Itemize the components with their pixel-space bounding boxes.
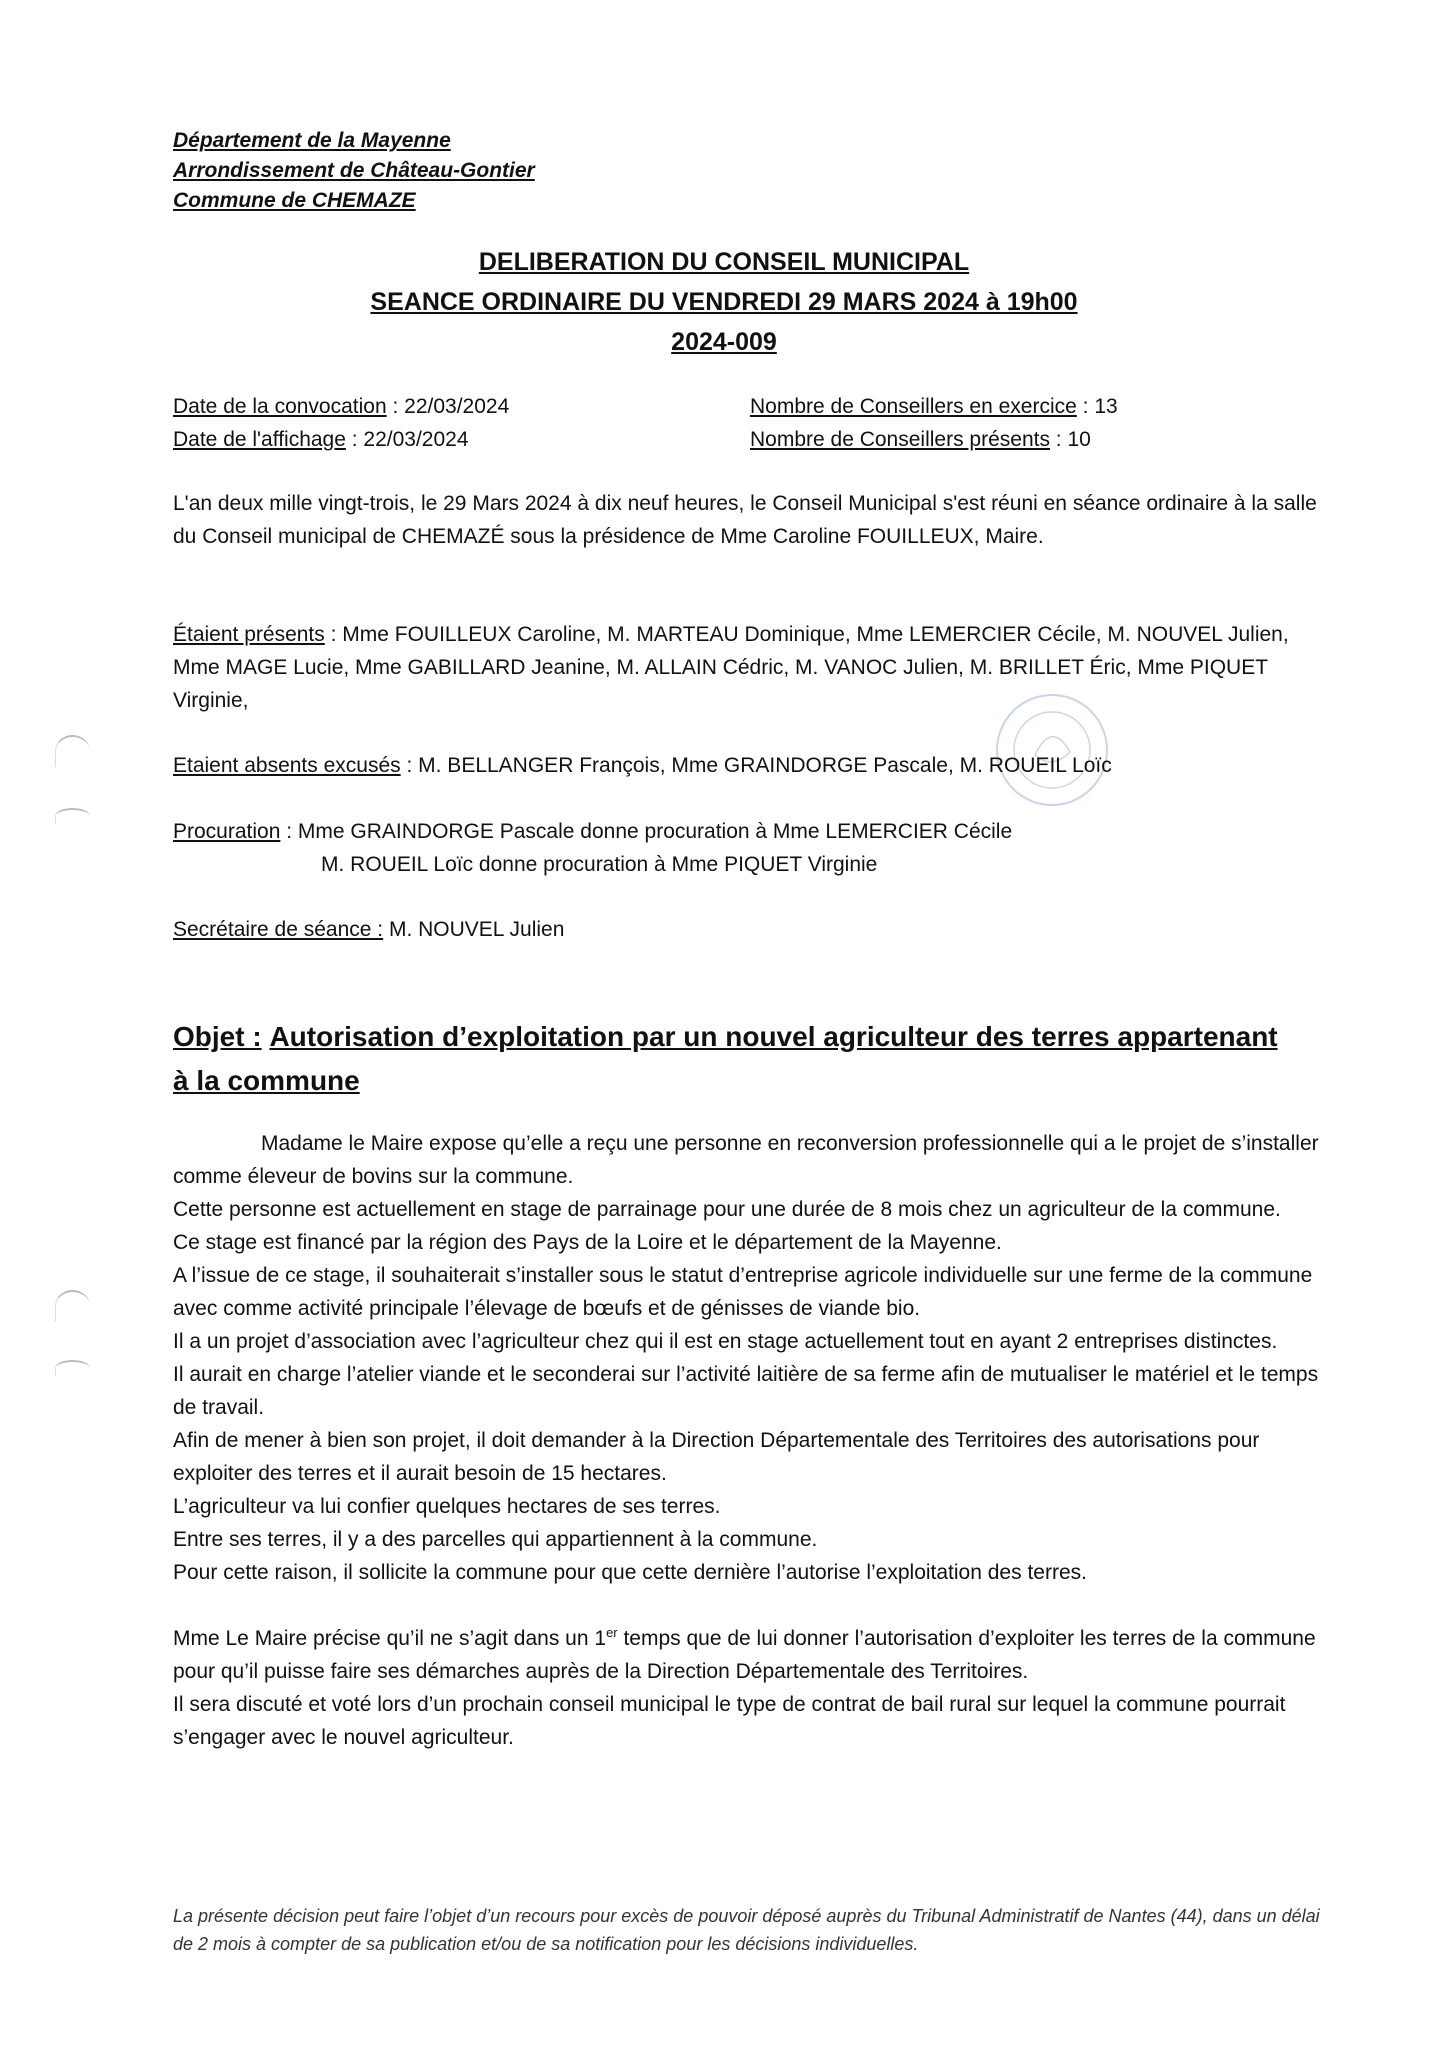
attendees-absent [173,749,1323,782]
presents-label: Étaient présents [173,623,325,646]
body-paragraph: Il sera discuté et voté lors d’un prochain conseil municipal le type de contrat de bail rural sur lequel la commune pourrait s’engager avec le nouvel agriculteur. [173,1693,1286,1749]
deliberation-body [173,1127,1323,1754]
superscript: er [606,1625,618,1640]
title-line-1: DELIBERATION DU CONSEIL MUNICIPAL [478,248,970,276]
presents-count-label: Nombre de Conseillers présents [750,428,1050,451]
attendees-present [173,618,1323,717]
dates-block [173,390,509,456]
body-paragraph: Il a un projet d’association avec l’agriculteur chez qui il est en stage actuellement tout en ayant 2 entreprises distinctes. [173,1330,1278,1353]
body-paragraph: Il aurait en charge l’atelier viande et le seconderai sur l’activité laitière de sa ferme afin de mutualiser le matériel et le temps de travail. [173,1363,1319,1419]
secretaire-block [173,913,1323,946]
absents-label: Etaient absents excusés [173,754,401,777]
body-paragraph: Ce stage est financé par la région des Pays de la Loire et le département de la Mayenne. [173,1231,1002,1254]
procuration-block [173,815,1323,881]
punch-hole-mark [55,735,90,767]
body-paragraph: A l’issue de ce stage, il souhaiterait s’installer sous le statut d’entreprise agricole individuelle sur une ferme de la commune avec comme activité principale l’élevage de bœufs et de génisses de viande bio. [173,1264,1313,1320]
body-paragraph [173,1622,1323,1688]
body-paragraph: Afin de mener à bien son projet, il doit demander à la Direction Départementale des Territoires des autorisations pour exploiter des terres et il aurait besoin de 15 hectares. [173,1429,1260,1485]
subject-label: Objet : [173,1021,262,1052]
title-line-2: SEANCE ORDINAIRE DU VENDREDI 29 MARS 2024 à 19h00 [370,288,1078,316]
punch-hole-mark [55,808,90,824]
intro-paragraph: L'an deux mille vingt-trois, le 29 Mars 2024 à dix neuf heures, le Conseil Municipal s'est réuni en séance ordinaire à la salle du Conseil municipal de CHEMAZÉ sous la présidence de Mme Caroline FOUILLEUX, Maire. [173,492,1317,548]
subject-text: Autorisation d’exploitation par un nouvel agriculteur des terres appartenant à la commune [173,1021,1278,1096]
affichage-value: : 22/03/2024 [345,428,469,451]
exercice-value: : 13 [1076,395,1118,418]
deliberation-number: 2024-009 [671,328,777,356]
affichage-label: Date de l'affichage [173,428,346,451]
secretaire-label: Secrétaire de séance : [173,918,384,941]
arrondissement-line: Arrondissement de Château-Gontier [173,159,535,182]
body-paragraph: Entre ses terres, il y a des parcelles qui appartiennent à la commune. [173,1528,818,1551]
body-paragraph: Pour cette raison, il sollicite la commune pour que cette dernière l’autorise l’exploitation des terres. [173,1561,1087,1584]
department-line: Département de la Mayenne [173,129,451,152]
presents-count-value: : 10 [1049,428,1091,451]
body-paragraph: L’agriculteur va lui confier quelques hectares de ses terres. [173,1495,721,1518]
procuration-line-2: M. ROUEIL Loïc donne procuration à Mme PIQUET Virginie [321,853,878,876]
subject-heading [173,1015,1293,1103]
document-title [0,242,1448,362]
presents-list: : Mme FOUILLEUX Caroline, M. MARTEAU Dominique, Mme LEMERCIER Cécile, M. NOUVEL Julien, Mme MAGE Lucie, Mme GABILLARD Jeanine, M. ALLAIN Cédric, M. VANOC Julien, M. BRILLET Éric, Mme PIQUET Virginie, [173,623,1289,712]
punch-hole-mark [55,1290,90,1322]
secretaire-value: M. NOUVEL Julien [383,918,565,941]
punch-hole-mark [55,1360,90,1376]
absents-list: : M. BELLANGER François, Mme GRAINDORGE Pascale, M. ROUEIL Loïc [400,754,1112,777]
convocation-label: Date de la convocation [173,395,387,418]
procuration-line-1: : Mme GRAINDORGE Pascale donne procuration à Mme LEMERCIER Cécile [280,820,1013,843]
legal-footer-note: La présente décision peut faire l’objet d’un recours pour excès de pouvoir déposé auprès du Tribunal Administratif de Nantes (44), dans un délai de 2 mois à compter de sa publication et/ou de sa notification pour les décisions individuelles. [173,1906,1320,1954]
procuration-label: Procuration [173,820,281,843]
body-paragraph: Cette personne est actuellement en stage de parrainage pour une durée de 8 mois chez un agriculteur de la commune. [173,1198,1281,1221]
counts-block [750,390,1118,456]
commune-line: Commune de CHEMAZE [173,189,416,212]
convocation-value: : 22/03/2024 [386,395,510,418]
exercice-label: Nombre de Conseillers en exercice [750,395,1077,418]
administrative-header [173,126,535,216]
body-text: Mme Le Maire précise qu’il ne s’agit dans un 1 [173,1627,607,1650]
body-paragraph: Madame le Maire expose qu’elle a reçu une personne en reconversion professionnelle qui a le projet de s’installer comme éleveur de bovins sur la commune. [173,1132,1319,1188]
body-text: temps que de lui donner l’autorisation d’exploiter les terres de la commune pour qu’il puisse faire ses démarches auprès de la Direction Départementale des Territoires. [173,1627,1316,1683]
